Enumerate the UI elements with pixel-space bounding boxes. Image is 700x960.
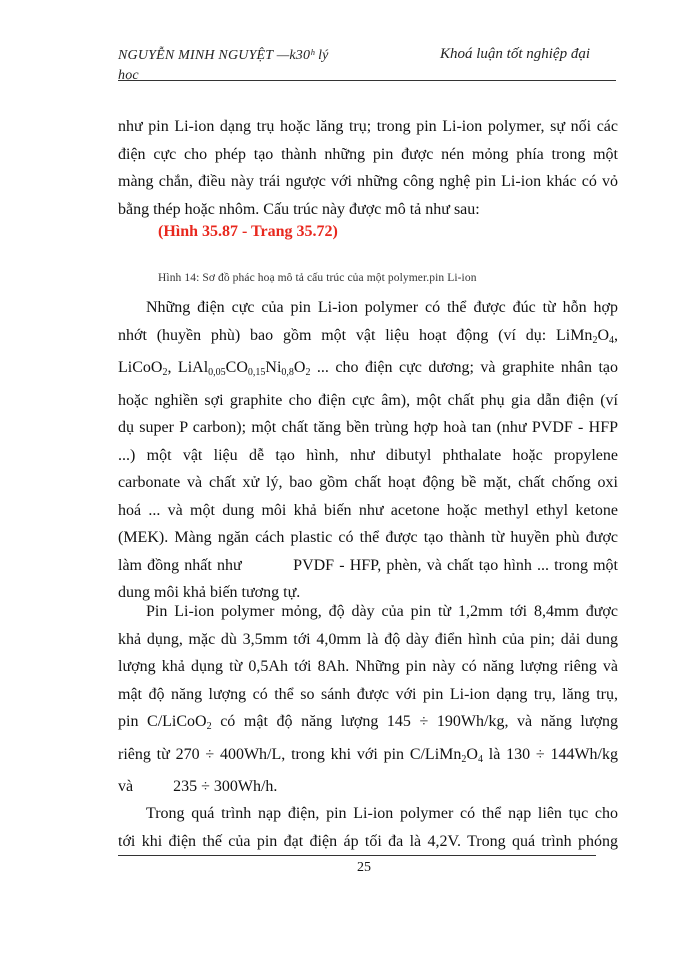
text-line: Trong quá trình nạp điện, pin Li-ion polymer có thể nạp liên tục cho: [146, 805, 618, 822]
figure-caption: Hình 14: Sơ đồ phác hoạ mô tả cấu trúc của một polymer.pin Li-ion: [158, 272, 477, 284]
paragraph-1: [118, 113, 618, 223]
header-author: NGUYỄN MINH NGUYỆT —k30ʰ lý học: [118, 48, 329, 83]
text-line: điện cực cho phép tạo thành những pin được nén mỏng phía trong một: [118, 145, 618, 163]
text-line: tới khi điện thế của pin đạt điện áp tối đa là 4,2V. Trong quá trình phóng: [118, 832, 618, 850]
text-line: màng chắn, điều này trái ngược với những công nghệ pin Li-ion khác có vỏ: [118, 173, 618, 190]
paragraph-3: [118, 598, 618, 801]
text-line: và 235 ÷ 300Wh/h.: [118, 778, 278, 795]
text-line: dụ super P carbon); một chất tăng bền trùng hợp hoà tan (như PVDF - HFP: [118, 419, 618, 436]
text-line: (MEK). Màng ngăn cách plastic có thể được tạo thành từ huyền phù được: [118, 529, 618, 546]
text-line: Pin Li-ion polymer mỏng, độ dày của pin từ 1,2mm tới 8,4mm được: [146, 603, 618, 620]
text-line: khả dụng, mặc dù 3,5mm tới 4,0mm là độ dày điển hình của pin; dải dung: [118, 630, 618, 648]
paragraph-4: [118, 800, 618, 855]
text-line: pin C/LiCoO$_2$ có mật độ năng lượng 145 ÷ 190Wh/kg, và năng lượng: [118, 713, 618, 732]
footer-divider: [118, 855, 596, 856]
text-line: LiCoO$_2$, $LiAl_{0,05}CO_{0,15}Ni_{0,8}O_2$ ... cho điện cực dương; và graphite nhân tạo: [118, 359, 619, 378]
text-line: ...) một vật liệu dễ tạo hình, như dibutyl phthalate hoặc propylene: [118, 446, 618, 464]
header-divider: [118, 80, 616, 81]
text-line: riêng từ 270 ÷ 400Wh/L, trong khi với pin $C/LiMn_2O_4$ là 130 ÷ 144Wh/kg: [118, 745, 619, 765]
text-line: nhớt (huyền phù) bao gồm một vật liệu hoạt động (ví dụ: $LiMn_2O_4$,: [118, 326, 618, 346]
text-line: làm đồng nhất như PVDF - HFP, phèn, và chất tạo hình ... trong một: [118, 556, 618, 574]
text-line: dung môi khả biến tương tự.: [118, 584, 301, 601]
text-line: hoá ... và một dung môi khả biến như acetone hoặc methyl ethyl ketone: [118, 501, 618, 519]
text-line: bằng thép hoặc nhôm. Cấu trúc này được mô tả như sau:: [118, 200, 480, 218]
text-line: lượng khả dụng từ 0,5Ah tới 8Ah. Những pin này có năng lượng riêng và: [118, 658, 618, 675]
figure-reference: (Hình 35.87 - Trang 35.72): [158, 223, 338, 240]
text-line: như pin Li-ion dạng trụ hoặc lăng trụ; trong pin Li-ion polymer, sự nối các: [118, 118, 618, 135]
header-thesis-title: Khoá luận tốt nghiệp đại: [440, 46, 590, 62]
text-line: carbonate và chất xử lý, bao gồm chất hoạt động bề mặt, chất chống oxi: [118, 474, 618, 491]
text-line: mật độ năng lượng có thể so sánh được với pin Li-ion dạng trụ, lăng trụ,: [118, 685, 618, 703]
text-line: Những điện cực của pin Li-ion polymer có thể được đúc từ hỗn hợp: [146, 299, 618, 316]
paragraph-2: [118, 294, 618, 607]
text-line: hoặc nghiền sợi graphite cho điện cực âm), một chất phụ gia dẫn điện (ví: [118, 391, 618, 409]
page-number: 25: [357, 860, 371, 875]
